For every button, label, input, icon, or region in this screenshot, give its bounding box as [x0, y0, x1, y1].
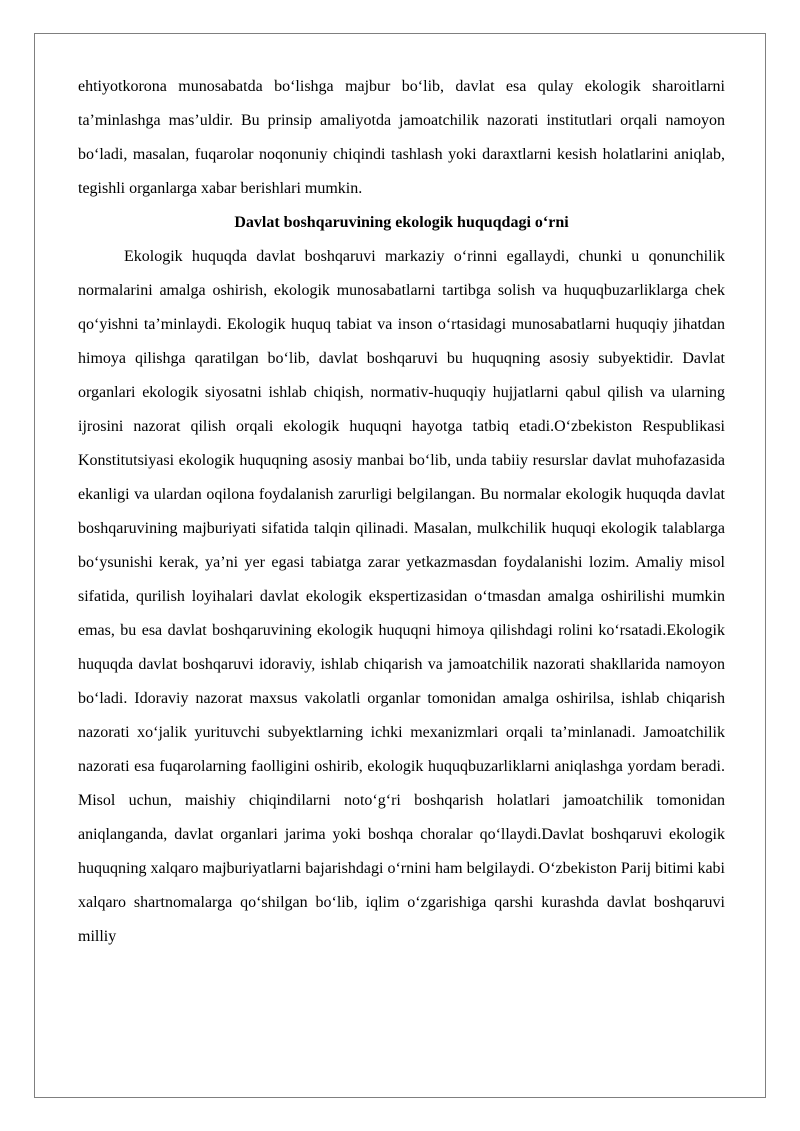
paragraph-continuation: ehtiyotkorona munosabatda bo‘lishga majbur bo‘lib, davlat esa qulay ekologik sharoitlarni ta’minlashga mas’uldir. Bu prinsip amaliyotda jamoatchilik nazorati institutlari orqali namoyon bo‘ladi, masalan, fuqarolar noqonuniy chiqindi tashlash yoki daraxtlarni kesish holatlarini aniqlab, tegishli organlarga xabar berishlari mumkin.: [78, 78, 725, 197]
section-heading: Davlat boshqaruvining ekologik huquqdagi o‘rni: [234, 214, 569, 231]
section-paragraph: Ekologik huquqda davlat boshqaruvi markaziy o‘rinni egallaydi, chunki u qonunchilik normalarini amalga oshirish, ekologik munosabatlarni tartibga solish va huquqbuzarliklarga chek qo‘yishni ta’minlaydi. Ekologik huquq tabiat va inson o‘rtasidagi munosabatlarni huquqiy jihatdan himoya qilishga qaratilgan bo‘lib, davlat boshqaruvi bu huquqning asosiy subyektidir. Davlat organlari ekologik siyosatni ishlab chiqish, normativ-huquqiy hujjatlarni qabul qilish va ularning ijrosini nazorat qilish orqali ekologik huquqni hayotga tatbiq etadi.O‘zbekiston Respublikasi Konstitutsiyasi ekologik huquqning asosiy manbai bo‘lib, unda tabiiy resurslar davlat muhofazasida ekanligi va ulardan oqilona foydalanish zarurligi belgilangan. Bu normalar ekologik huquqda davlat boshqaruvining majburiyati sifatida talqin qilinadi. Masalan, mulkchilik huquqi ekologik talablarga bo‘ysunishi kerak, ya’ni yer egasi tabiatga zarar yetkazmasdan foydalanishi lozim. Amaliy misol sifatida, qurilish loyihalari davlat ekologik ekspertizasidan o‘tmasdan amalga oshirilishi mumkin emas, bu esa davlat boshqaruvining ekologik huquqni himoya qilishdagi rolini ko‘rsatadi.Ekologik huquqda davlat boshqaruvi idoraviy, ishlab chiqarish va jamoatchilik nazorati shakllarida namoyon bo‘ladi. Idoraviy nazorat maxsus vakolatli organlar tomonidan amalga oshirilsa, ishlab chiqarish nazorati xo‘jalik yurituvchi subyektlarning ichki mexanizmlari orqali ta’minlanadi. Jamoatchilik nazorati esa fuqarolarning faolligini oshirib, ekologik huquqbuzarliklarni aniqlashga yordam beradi. Misol uchun, maishiy chiqindilarni noto‘g‘ri boshqarish holatlari jamoatchilik tomonidan aniqlanganda, davlat organlari jarima yoki boshqa choralar qo‘llaydi.Davlat boshqaruvi ekologik huquqning xalqaro majburiyatlarni bajarishdagi o‘rnini ham belgilaydi. O‘zbekiston Parij bitimi kabi xalqaro shartnomalarga qo‘shilgan bo‘lib, iqlim o‘zgarishiga qarshi kurashda davlat boshqaruvi milliy: [78, 248, 725, 945]
document-body: [78, 70, 725, 954]
